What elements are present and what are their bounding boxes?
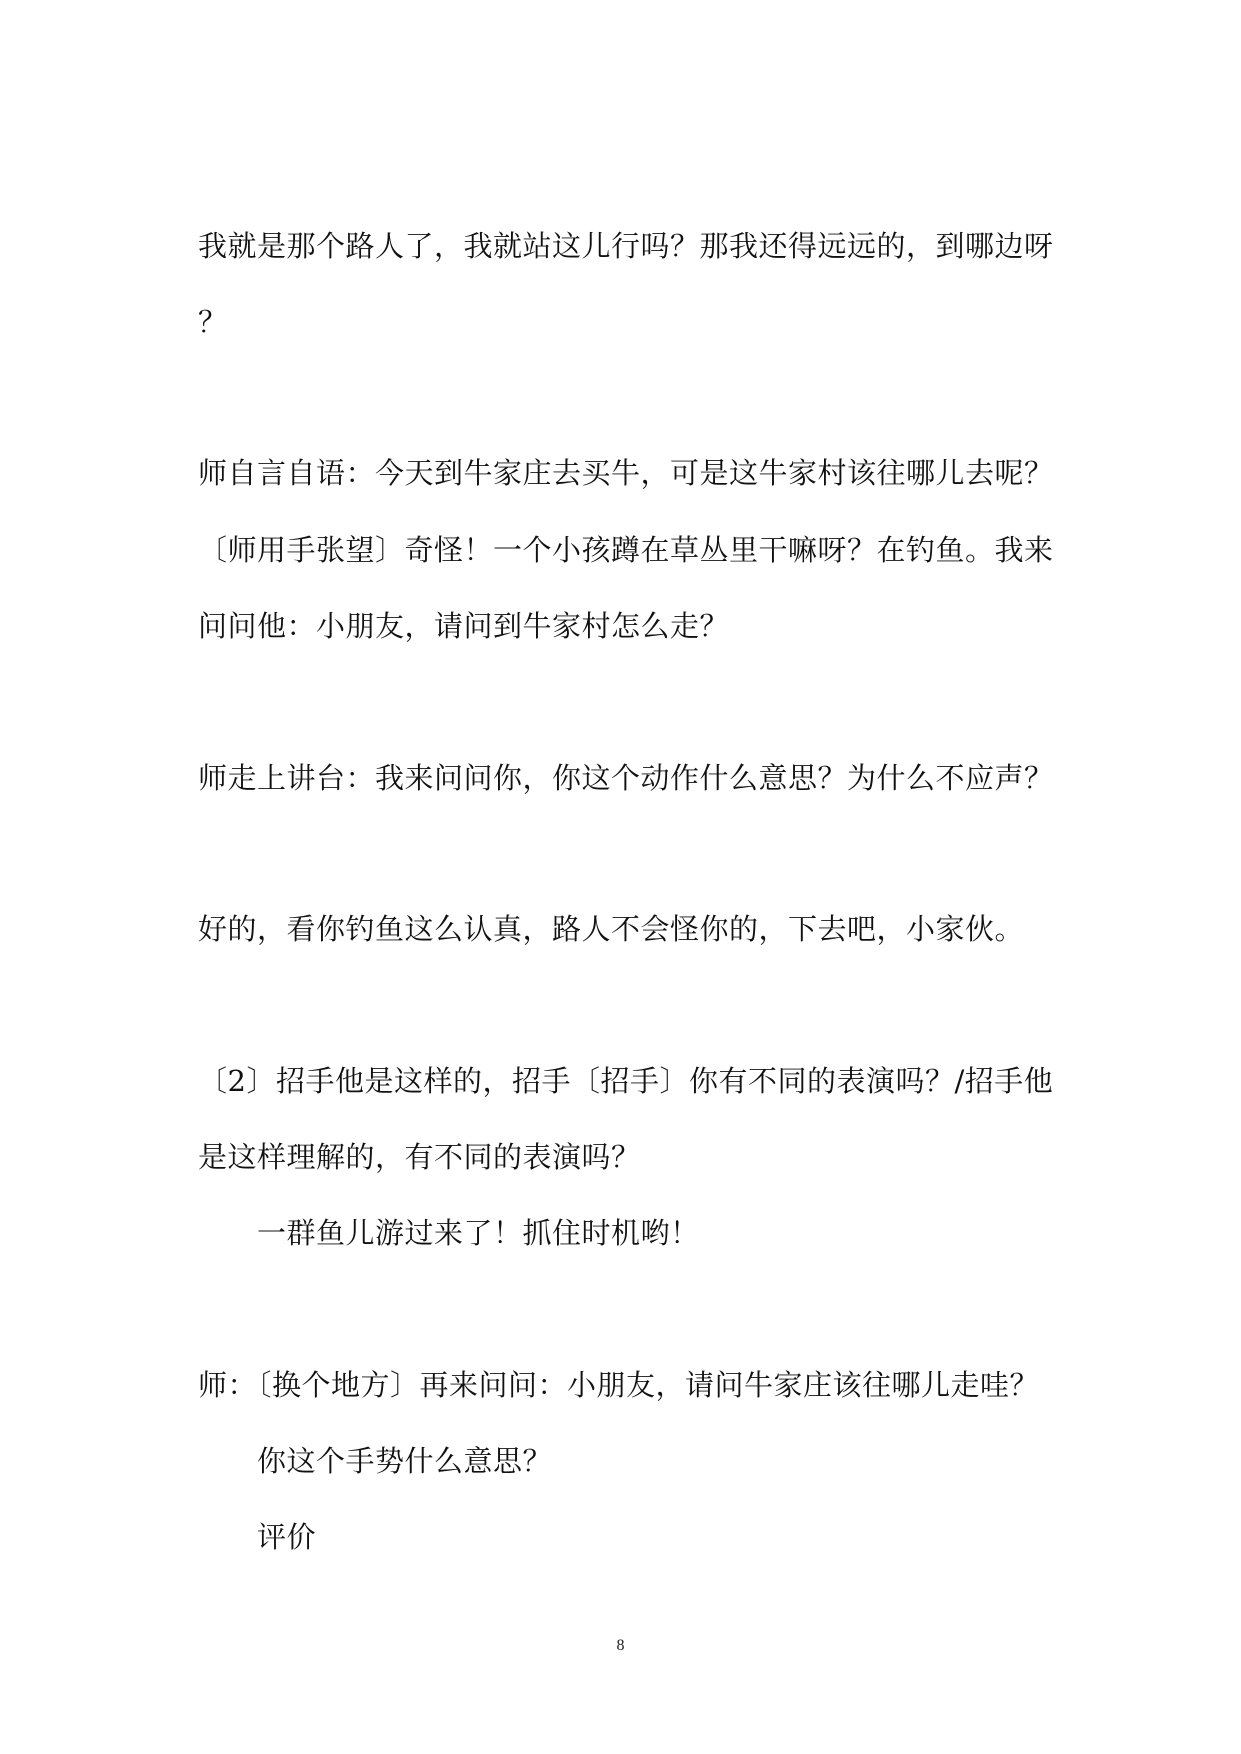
text-line: 评价 xyxy=(257,1520,317,1554)
text-line: 师自言自语：今天到牛家庄去买牛，可是这牛家村该往哪儿去呢？ xyxy=(198,456,1054,490)
text-line: 师走上讲台：我来问问你，你这个动作什么意思？为什么不应声？ xyxy=(198,761,1054,795)
text-line: 师：〔换个地方〕再来问问：小朋友，请问牛家庄该往哪儿走哇？ xyxy=(198,1368,1040,1402)
text-line: 你这个手势什么意思？ xyxy=(257,1444,553,1478)
page-number: 8 xyxy=(616,1637,625,1654)
text-line: 是这样理解的，有不同的表演吗？ xyxy=(198,1140,641,1174)
text-line: 问问他：小朋友，请问到牛家村怎么走？ xyxy=(198,609,730,643)
text-line: ？ xyxy=(198,305,228,339)
text-line: 我就是那个路人了，我就站这儿行吗？那我还得远远的，到哪边呀 xyxy=(198,229,1054,263)
text-line: 一群鱼儿游过来了！抓住时机哟！ xyxy=(257,1216,700,1250)
text-line: 〔师用手张望〕奇怪！一个小孩蹲在草丛里干嘛呀？在钓鱼。我来 xyxy=(198,533,1054,567)
text-line: 好的，看你钓鱼这么认真，路人不会怪你的，下去吧，小家伙。 xyxy=(198,912,1025,946)
text-line: 〔2〕招手他是这样的，招手〔招手〕你有不同的表演吗？/招手他 xyxy=(198,1064,1054,1098)
